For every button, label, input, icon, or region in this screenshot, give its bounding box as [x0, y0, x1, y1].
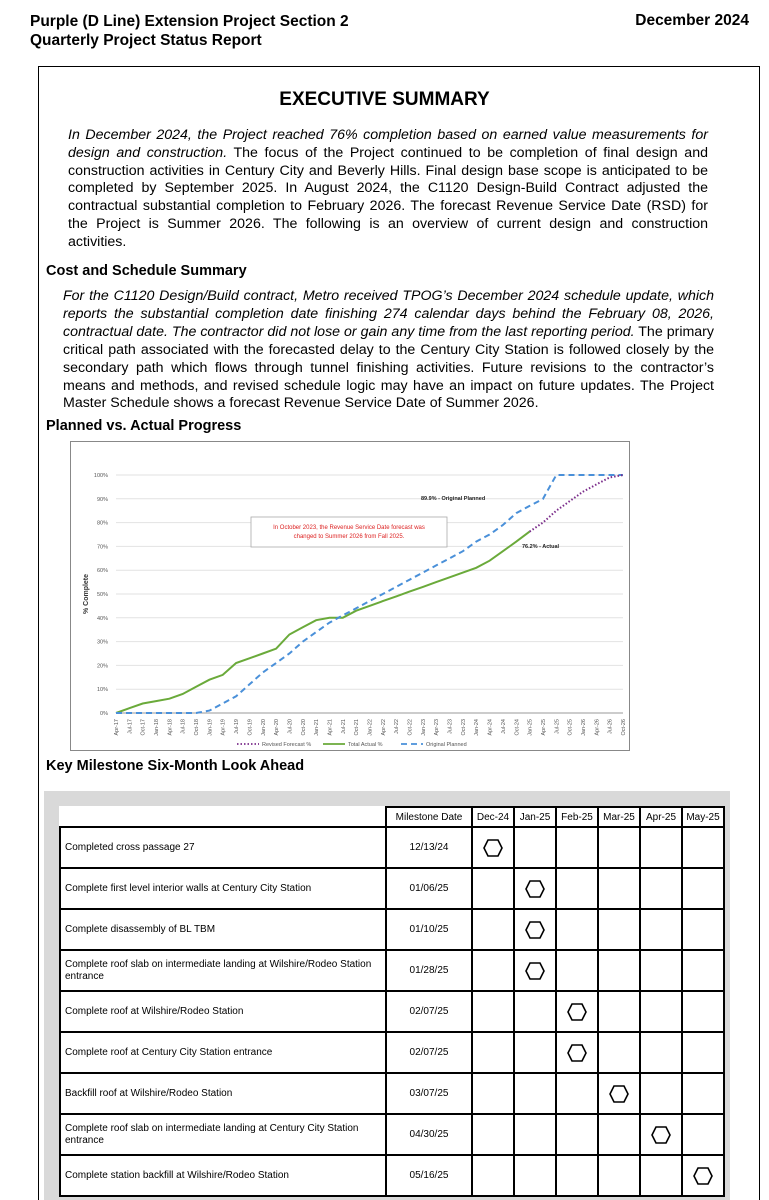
x-tick-label: Oct-20 — [300, 719, 307, 736]
report-header — [30, 12, 349, 50]
month-cell — [640, 1155, 682, 1196]
month-cell — [472, 1155, 514, 1196]
x-tick-label: Apr-23 — [434, 719, 441, 736]
milestone-row — [60, 1032, 724, 1073]
month-cell — [556, 827, 598, 868]
progress-heading: Planned vs. Actual Progress — [46, 418, 242, 434]
x-tick-label: Jan-18 — [154, 719, 161, 736]
legend-label: Total Actual % — [348, 742, 383, 748]
month-cell — [472, 950, 514, 991]
x-tick-label: Apr-17 — [114, 719, 120, 736]
month-cell — [556, 950, 598, 991]
x-tick-label: Apr-19 — [220, 719, 227, 736]
report-date: December 2024 — [635, 12, 749, 29]
exec-italic-text: In December 2024, the Project reached 76% completion based on earned value measurements for design and construction. — [68, 127, 708, 161]
month-cell — [514, 868, 556, 909]
milestone-name: Complete roof at Century City Station entrance — [60, 1032, 386, 1073]
month-header: Feb-25 — [556, 807, 598, 827]
x-tick-label: Apr-21 — [327, 719, 334, 736]
x-tick-label: Jul-17 — [127, 719, 134, 734]
x-tick-label: Jan-20 — [260, 719, 267, 736]
milestone-row — [60, 868, 724, 909]
milestone-hexagon-icon — [525, 920, 545, 940]
x-tick-label: Oct-19 — [247, 719, 254, 736]
cost-body-text: The primary critical path associated with the forecasted delay to the Century City Station is followed closely by the secondary path which flows through tunnel finishing activities. Future revisions to the contractor’s means and methods, and revised schedule logic may have an impact on future updates. The Project Master Schedule shows a forecast Revenue Service Date of Summer 2026. — [63, 323, 714, 412]
milestone-table — [59, 806, 725, 1197]
month-cell — [472, 1073, 514, 1114]
milestone-row — [60, 991, 724, 1032]
month-cell — [640, 909, 682, 950]
x-tick-label: Jan-26 — [580, 719, 587, 736]
milestone-row — [60, 950, 724, 991]
x-tick-label: Jan-21 — [314, 719, 321, 736]
y-tick-label: 70% — [96, 544, 108, 551]
x-tick-label: Apr-22 — [380, 719, 387, 736]
x-tick-label: Jan-19 — [207, 719, 214, 736]
milestone-row — [60, 827, 724, 868]
month-cell — [682, 1073, 724, 1114]
x-tick-label: Jul-21 — [340, 719, 347, 734]
month-cell — [640, 1032, 682, 1073]
series-line — [116, 532, 530, 713]
month-cell — [682, 950, 724, 991]
milestone-row — [60, 909, 724, 950]
month-cell — [556, 1114, 598, 1155]
month-cell — [598, 1114, 640, 1155]
legend-label: Revised Forecast % — [262, 742, 312, 748]
month-cell — [556, 991, 598, 1032]
actual-label: 76.2% - Actual — [522, 544, 560, 550]
milestone-heading: Key Milestone Six-Month Look Ahead — [46, 758, 305, 774]
legend-label: Original Planned — [426, 742, 467, 748]
x-tick-label: Jul-22 — [394, 719, 401, 734]
executive-summary-paragraph — [68, 127, 708, 252]
x-tick-label: Jan-22 — [367, 719, 374, 736]
month-cell — [598, 950, 640, 991]
milestone-hexagon-icon — [567, 1002, 587, 1022]
month-cell — [640, 868, 682, 909]
x-tick-label: Jan-24 — [474, 719, 481, 736]
month-cell — [682, 1155, 724, 1196]
milestone-hexagon-icon — [693, 1166, 713, 1186]
month-cell — [598, 868, 640, 909]
milestone-name: Complete first level interior walls at Century City Station — [60, 868, 386, 909]
month-cell — [472, 991, 514, 1032]
milestone-row — [60, 1114, 724, 1155]
milestone-name: Complete roof slab on intermediate landing at Wilshire/Rodeo Station entrance — [60, 950, 386, 991]
milestone-name: Completed cross passage 27 — [60, 827, 386, 868]
month-cell — [514, 991, 556, 1032]
x-tick-label: Jul-24 — [500, 719, 507, 734]
progress-chart — [70, 441, 630, 751]
x-tick-label: Oct-23 — [460, 719, 467, 736]
month-cell — [640, 991, 682, 1032]
y-tick-label: 0% — [100, 711, 108, 717]
x-tick-label: Jul-25 — [554, 719, 561, 734]
x-tick-label: Apr-25 — [540, 719, 547, 736]
milestone-name: Complete station backfill at Wilshire/Rodeo Station — [60, 1155, 386, 1196]
x-tick-label: Apr-18 — [167, 719, 174, 736]
x-tick-label: Oct-26 — [621, 719, 627, 736]
milestone-date: 01/06/25 — [386, 868, 472, 909]
month-cell — [514, 909, 556, 950]
month-cell — [598, 1155, 640, 1196]
milestone-hexagon-icon — [525, 961, 545, 981]
month-cell — [472, 909, 514, 950]
y-tick-label: 60% — [96, 568, 108, 575]
project-title: Purple (D Line) Extension Project Section 2 — [30, 13, 349, 30]
x-tick-label: Jul-18 — [180, 719, 187, 734]
exec-body-text: The focus of the Project continued to be completion of final design and construction activities in Century City and Beverly Hills. Final design base scope is anticipated to be completed by September 2025. In August 2024, the C1120 Design-Build Contract adjusted the contractual substantial completion to February 2026. The forecast Revenue Service Date (RSD) for the Project is Summer 2026. The following is an overview of current design and construction activities. — [68, 144, 708, 250]
y-tick-label: 100% — [93, 473, 108, 479]
y-tick-label: 10% — [96, 687, 108, 694]
y-axis-label: % Complete — [83, 573, 90, 615]
milestone-date-header: Milestone Date — [386, 807, 472, 827]
month-header: Apr-25 — [640, 807, 682, 827]
milestone-date: 01/28/25 — [386, 950, 472, 991]
x-tick-label: Jan-23 — [420, 719, 427, 736]
x-tick-label: Oct-22 — [407, 719, 414, 736]
executive-summary-title: EXECUTIVE SUMMARY — [279, 89, 490, 110]
month-header: May-25 — [682, 807, 724, 827]
milestone-date: 01/10/25 — [386, 909, 472, 950]
milestone-name: Complete roof slab on intermediate landing at Century City Station entrance — [60, 1114, 386, 1155]
x-tick-label: Oct-17 — [140, 719, 147, 736]
milestone-hexagon-icon — [651, 1125, 671, 1145]
month-cell — [556, 1155, 598, 1196]
series-line — [530, 475, 623, 532]
milestone-name: Complete disassembly of BL TBM — [60, 909, 386, 950]
month-cell — [514, 1114, 556, 1155]
y-tick-label: 80% — [96, 520, 108, 527]
x-tick-label: Jan-25 — [527, 719, 534, 736]
chart-svg — [71, 442, 629, 750]
report-subtitle: Quarterly Project Status Report — [30, 32, 262, 49]
milestone-date: 04/30/25 — [386, 1114, 472, 1155]
milestone-date: 02/07/25 — [386, 991, 472, 1032]
month-cell — [556, 1032, 598, 1073]
x-tick-label: Apr-20 — [274, 719, 281, 736]
milestone-hexagon-icon — [567, 1043, 587, 1063]
milestone-hexagon-icon — [609, 1084, 629, 1104]
milestone-hexagon-icon — [483, 838, 503, 858]
month-cell — [514, 1073, 556, 1114]
x-tick-label: Oct-25 — [567, 719, 574, 736]
y-tick-label: 90% — [96, 496, 108, 503]
month-cell — [598, 827, 640, 868]
x-tick-label: Apr-24 — [487, 719, 494, 736]
month-header: Mar-25 — [598, 807, 640, 827]
month-cell — [682, 868, 724, 909]
month-cell — [556, 909, 598, 950]
x-tick-label: Jul-19 — [234, 719, 241, 734]
milestone-date: 12/13/24 — [386, 827, 472, 868]
note-text: In October 2023, the Revenue Service Date forecast was — [273, 525, 425, 531]
x-tick-label: Jul-23 — [447, 719, 454, 734]
month-cell — [472, 1114, 514, 1155]
month-cell — [472, 827, 514, 868]
milestone-name: Backfill roof at Wilshire/Rodeo Station — [60, 1073, 386, 1114]
cost-schedule-paragraph — [63, 288, 714, 413]
milestone-header-row — [60, 807, 724, 827]
month-cell — [598, 991, 640, 1032]
month-cell — [682, 909, 724, 950]
milestone-date: 05/16/25 — [386, 1155, 472, 1196]
x-tick-label: Jul-26 — [607, 719, 614, 734]
milestone-name: Complete roof at Wilshire/Rodeo Station — [60, 991, 386, 1032]
month-cell — [472, 1032, 514, 1073]
milestone-row — [60, 1073, 724, 1114]
month-cell — [640, 827, 682, 868]
month-cell — [556, 1073, 598, 1114]
y-tick-label: 30% — [96, 639, 108, 646]
cost-italic-text: For the C1120 Design/Build contract, Metro received TPOG’s December 2024 schedule update, which reports the substantial completion date finishing 274 calendar days behind the February 08, 2026, contractual date. The contractor did not lose or gain any time from the last reporting period. — [63, 288, 714, 340]
x-tick-label: Apr-26 — [594, 719, 601, 736]
month-cell — [598, 1032, 640, 1073]
month-header: Jan-25 — [514, 807, 556, 827]
milestone-date: 03/07/25 — [386, 1073, 472, 1114]
blank-header — [60, 807, 386, 827]
month-cell — [514, 827, 556, 868]
y-tick-label: 50% — [96, 592, 108, 598]
month-cell — [682, 991, 724, 1032]
month-cell — [472, 868, 514, 909]
milestone-hexagon-icon — [525, 879, 545, 899]
month-cell — [514, 1032, 556, 1073]
month-cell — [640, 950, 682, 991]
milestone-date: 02/07/25 — [386, 1032, 472, 1073]
month-cell — [682, 827, 724, 868]
note-box — [251, 517, 447, 547]
month-cell — [514, 950, 556, 991]
month-cell — [598, 1073, 640, 1114]
y-tick-label: 20% — [96, 663, 108, 670]
x-tick-label: Jul-20 — [287, 719, 294, 734]
note-text: changed to Summer 2026 from Fall 2025. — [293, 534, 405, 540]
month-cell — [556, 868, 598, 909]
x-tick-label: Oct-18 — [194, 719, 201, 736]
month-cell — [640, 1073, 682, 1114]
month-cell — [682, 1032, 724, 1073]
month-cell — [598, 909, 640, 950]
x-tick-label: Oct-21 — [354, 719, 361, 736]
planned-label: 89.9% - Original Planned — [421, 496, 486, 502]
month-cell — [682, 1114, 724, 1155]
x-tick-label: Oct-24 — [514, 719, 521, 736]
milestone-row — [60, 1155, 724, 1196]
month-header: Dec-24 — [472, 807, 514, 827]
month-cell — [640, 1114, 682, 1155]
y-tick-label: 40% — [96, 615, 108, 622]
month-cell — [514, 1155, 556, 1196]
cost-schedule-heading: Cost and Schedule Summary — [46, 263, 247, 279]
